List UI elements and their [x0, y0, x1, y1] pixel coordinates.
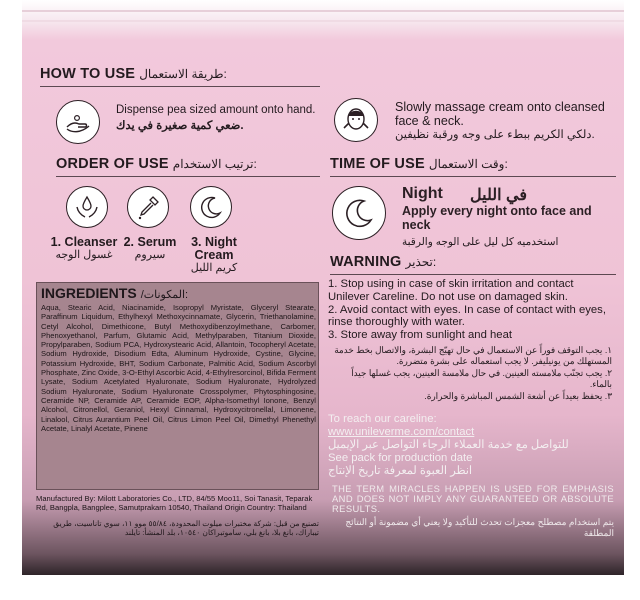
order-step-night-cream [184, 236, 244, 275]
how-to-use-step-ar: ضعي كمية صغيرة في يدك. [116, 120, 244, 132]
order-of-use-heading [56, 156, 257, 172]
ingredients-box [36, 282, 319, 490]
order-step-cleanser [48, 236, 120, 262]
ingredients-title-ar: /المكونات: [140, 289, 189, 301]
seal-ridge [22, 20, 624, 22]
massage-instruction: Slowly massage cream onto cleansed face & neck. [395, 100, 605, 128]
warning-item: 2. Avoid contact with eyes. In case of contact with eyes, rinse thoroughly with water. [328, 303, 606, 329]
how-to-use-title-ar: طريقة الاستعمال: [139, 67, 227, 81]
careline-link[interactable]: www.unileverme.com/contact [328, 426, 475, 438]
face-massage-icon [334, 98, 378, 142]
warning-item-ar: ٣. يحفظ بعيداً عن أشعة الشمس المباشرة والحرارة. [424, 390, 612, 401]
disclaimer: THE TERM MIRACLES HAPPEN IS USED FOR EMPHASIS AND DOES NOT IMPLY ANY GUARANTEED OR ABSOLUTE RESULTS. [332, 483, 614, 514]
manufacturer-info-ar: تصنيع من قبل: شركة مختبرات ميلوت المحدودة، ٥٥/٨٤ موو ١١، سوي تاناسيت، طريق تيباراك، بانغ بلا، بانغ بلي، ساموتبراكان ١٠٥٤٠، بلد المنشأ: تايلند [53, 519, 319, 538]
seal-ridge [22, 10, 624, 12]
night-description-ar: استخدميه كل ليل على الوجه والرقبة [402, 236, 559, 248]
disclaimer-ar: يتم استخدام مصطلح معجزات تحدث للتأكيد ولا يعني أي مضمونة أو النتائج المطلقة [345, 517, 614, 538]
order-step-label-ar: كريم الليل [190, 262, 238, 274]
warning-list-ar [328, 345, 612, 402]
manufacturer-info: Manufactured By: Milott Laboratories Co., LTD, 84/55 Moo11, Soi Tanasit, Teparak Rd, Bangpla, Bangplee, Samutprakarn 10540, Thailand Origin Country: Thailand [36, 494, 313, 513]
how-to-use-step: Dispense pea sized amount onto hand. [116, 104, 316, 116]
night-title: Night [402, 185, 443, 202]
moon-icon [190, 186, 232, 228]
hand-icon [56, 100, 100, 144]
night-title-ar: في الليل [470, 187, 527, 204]
order-step-label: 1. Cleanser [50, 235, 118, 249]
order-step-label-ar: غسول الوجه [55, 249, 113, 261]
warning-item: 3. Store away from sunlight and heat [328, 329, 512, 342]
order-step-label: 2. Serum [123, 235, 177, 249]
warning-item-ar: ٢. يجب تجنّب ملامسته العينين. في حال ملامسة العينين، يجب غسلها جيداً بالماء. [351, 367, 612, 390]
time-of-use-heading [330, 156, 508, 172]
careline-label-ar: للتواصل مع خدمة العملاء الرجاء التواصل عبر الإيميل [328, 439, 569, 451]
section-divider [330, 274, 616, 275]
order-step-label-ar: سيروم [134, 249, 166, 261]
hands-water-icon [66, 186, 108, 228]
warning-item: 1. Stop using in case of skin irritation and contact Unilever Careline. Do not use on damaged skin. [328, 278, 574, 303]
section-divider [56, 176, 320, 177]
package-top-seal [22, 0, 624, 40]
warning-title: WARNING [330, 254, 402, 270]
how-to-use-heading [40, 66, 227, 82]
order-step-serum [120, 236, 180, 262]
time-of-use-title-ar: وقت الاستعمال: [428, 157, 508, 171]
night-description: Apply every night onto face and neck [402, 204, 592, 232]
careline-block [328, 413, 569, 478]
massage-instruction-ar: دلكي الكريم ببطء على وجه ورقبة نظيفين. [395, 129, 595, 141]
section-divider [40, 86, 320, 87]
moon-icon [332, 186, 386, 240]
ingredients-heading [41, 285, 188, 301]
order-of-use-title: ORDER OF USE [56, 156, 169, 172]
dropper-icon [127, 186, 169, 228]
time-of-use-title: TIME OF USE [330, 156, 425, 172]
careline-label: To reach our careline: [328, 413, 437, 425]
ingredients-list: Aqua, Stearic Acid, Niacinamide, Isopropyl Myristate, Glyceryl Stearate, Paraffinum Liquidum, Ethylhexyl Methoxycinnamate, Glycerin, Triethanolamine, Cetyl Alcohol, Dimethicone, Butyl Methoxydibenzoylmethane, Carbomer, Phenoxyethanol, Parfum, Glutamic Acid, Methylparaben, Titanium Dioxide, Propylparaben, Sodium PCA, Hydroxystearic Acid, Allantoin, Tocopheryl Acetate, Sodium Hydroxide, Disodium Edta, Aluminum Hydroxide, Cystine, Glycine, Potassium Hydroxide, BHT, Sodium Carbonate, Palmitic Acid, Sodium Ascorbyl Phosphate, Zinc Oxide, 3-O-Ethyl Ascorbic Acid, 4-Ethylresorcinol, Bifida Ferment Lysate, Sodium Acetylated Hyaluronate, Sodium Hyaluronate, Hydrolyzed Sodium Hyaluronate, Sodium Hyaluronate Crosspolymer, Phytosphingosine, Ceramide NP, Ceramide AP, Ceramide EOP, Alpha-Isomethyl Ionone, Benzyl Alcohol, Citronellol, Geraniol, Hexyl Cinnamal, Hydroxycitronellal, Limonene, Linalool, Citrus Aurantium Peel Oil, Citrus Limon Peel Oil, Dimethyl Phenethyl Acetate, Linalyl Acetate, Pinene [41, 303, 316, 433]
warning-list [328, 278, 618, 342]
warning-item-ar: ١. يجب التوقف فوراً عن الاستعمال في حال تهيّج البشرة، والاتصال بخط خدمة المستهلك من يونيليفر. لا يجب استعماله على بشرة متضررة. [334, 345, 612, 367]
section-divider [330, 176, 616, 177]
production-date-note: See pack for production date [328, 452, 473, 464]
order-of-use-title-ar: ترتيب الاستخدام: [172, 157, 257, 171]
order-step-label: 3. Night Cream [191, 235, 237, 262]
how-to-use-title: HOW TO USE [40, 66, 136, 82]
ingredients-title: INGREDIENTS [41, 285, 137, 301]
warning-heading [330, 254, 436, 270]
production-date-note-ar: انظر العبوة لمعرفة تاريخ الإنتاج [328, 465, 472, 477]
warning-title-ar: تحذير: [405, 255, 437, 269]
